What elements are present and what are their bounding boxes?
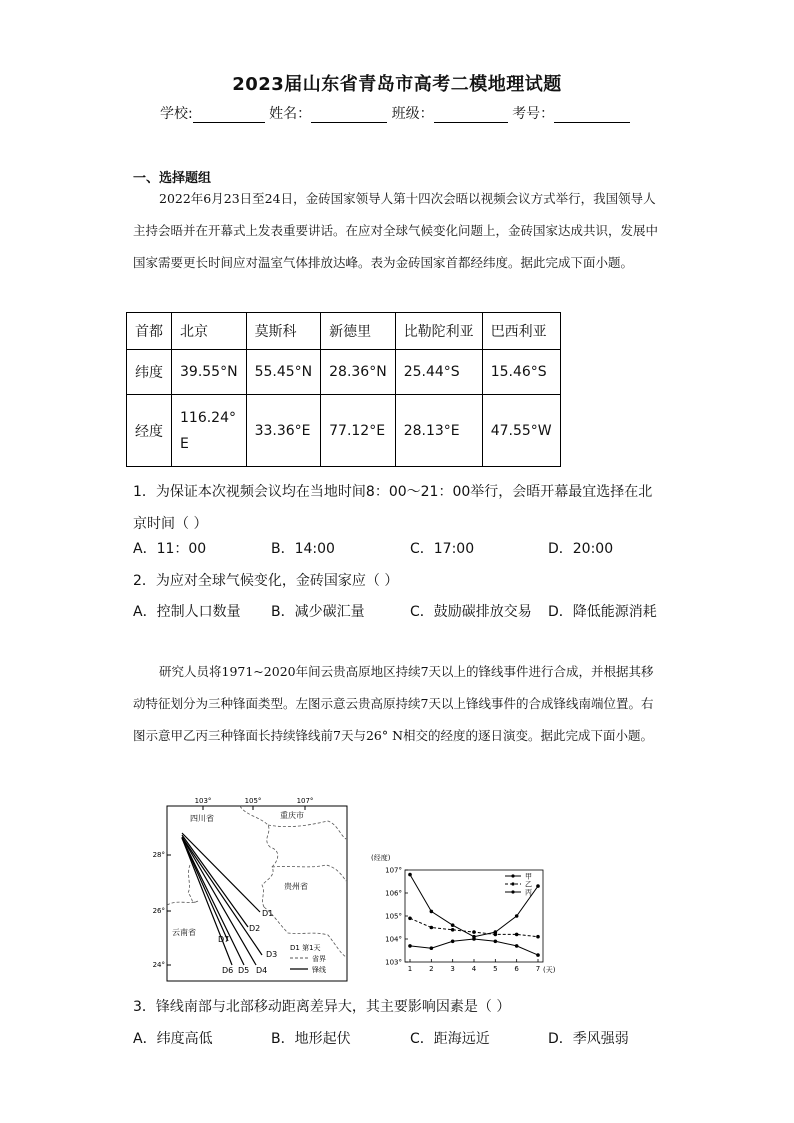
x-tick-label: 5 bbox=[493, 965, 498, 973]
region-label-chongqing: 重庆市 bbox=[280, 811, 304, 820]
q3-option-c[interactable]: C．距海远近 bbox=[410, 1031, 490, 1047]
exam-number-label: 考号： bbox=[512, 106, 555, 122]
lon-label: 107° bbox=[296, 797, 314, 805]
school-blank[interactable] bbox=[193, 108, 265, 123]
data-point bbox=[536, 935, 540, 939]
data-point bbox=[430, 910, 434, 914]
data-point bbox=[515, 914, 519, 918]
y-tick-label: 107° bbox=[385, 866, 402, 875]
lon-label: 105° bbox=[244, 797, 262, 805]
chart-series bbox=[408, 873, 540, 957]
legend-label: 乙 bbox=[525, 880, 532, 889]
table-cell: 北京 bbox=[172, 313, 247, 350]
q3-option-d[interactable]: D．季风强弱 bbox=[548, 1031, 629, 1047]
data-point bbox=[472, 937, 476, 941]
data-point bbox=[451, 940, 455, 944]
q1-option-d[interactable]: D．20:00 bbox=[548, 541, 614, 557]
data-point bbox=[536, 884, 540, 888]
table-row bbox=[127, 350, 561, 395]
front-label: D3 bbox=[266, 950, 278, 959]
table-cell: 经度 bbox=[127, 395, 172, 467]
data-point bbox=[451, 928, 455, 932]
q2-option-b[interactable]: B．减少碳汇量 bbox=[271, 604, 365, 620]
x-tick-label: 3 bbox=[450, 965, 455, 973]
table-cell: 28.36°N bbox=[321, 350, 396, 395]
legend-marker bbox=[511, 882, 514, 885]
longitude-evolution-chart bbox=[365, 848, 555, 980]
q2-option-c[interactable]: C．鼓励碳排放交易 bbox=[410, 604, 532, 620]
name-label: 姓名： bbox=[269, 106, 312, 122]
y-axis-title: (经度) bbox=[371, 854, 391, 862]
legend-label: 甲 bbox=[525, 872, 532, 881]
front-label: D5 bbox=[238, 966, 250, 975]
lat-label: 24° bbox=[152, 961, 165, 969]
region-label-yunnan: 云南省 bbox=[172, 928, 196, 937]
lat-label: 26° bbox=[152, 907, 165, 915]
table-cell: 25.44°S bbox=[395, 350, 482, 395]
y-tick-label: 106° bbox=[385, 889, 402, 898]
q1-option-b[interactable]: B．14:00 bbox=[271, 541, 335, 557]
front-label: D1 bbox=[262, 909, 274, 918]
legend-marker bbox=[511, 890, 514, 893]
legend-day1: D1 第1天 bbox=[290, 944, 321, 952]
series-line-丙 bbox=[410, 939, 538, 955]
front-label: D2 bbox=[249, 924, 261, 933]
data-point bbox=[408, 873, 412, 877]
page-title: 2023届山东省青岛市高考二模地理试题 bbox=[232, 74, 562, 95]
table-cell: 33.36°E bbox=[246, 395, 321, 467]
question-3-stem: 3．锋线南部与北部移动距离差异大，其主要影响因素是（ ） bbox=[133, 999, 511, 1015]
table-cell: 15.46°S bbox=[482, 350, 560, 395]
table-cell: 比勒陀利亚 bbox=[395, 313, 482, 350]
y-tick-label: 105° bbox=[385, 912, 402, 921]
q1-option-c[interactable]: C．17:00 bbox=[410, 541, 475, 557]
student-info-fields bbox=[160, 103, 630, 123]
section-title: 一、选择题组 bbox=[133, 171, 212, 186]
x-tick-label: 1 bbox=[407, 965, 413, 973]
table-cell: 28.13°E bbox=[395, 395, 482, 467]
table-cell: 巴西利亚 bbox=[482, 313, 560, 350]
y-tick-label: 104° bbox=[385, 935, 402, 944]
data-point bbox=[536, 953, 540, 957]
table-cell: 纬度 bbox=[127, 350, 172, 395]
x-tick-label: 7 bbox=[535, 965, 541, 973]
table-cell: 55.45°N bbox=[246, 350, 321, 395]
x-tick-label: 2 bbox=[429, 965, 434, 973]
name-blank[interactable] bbox=[311, 108, 387, 123]
region-label-guizhou: 贵州省 bbox=[284, 882, 308, 891]
legend-front: 锋线 bbox=[312, 966, 326, 974]
table-cell: 47.55°W bbox=[482, 395, 560, 467]
x-tick-label: 4 bbox=[471, 965, 477, 973]
legend-label: 丙 bbox=[525, 888, 532, 897]
q3-option-a[interactable]: A．纬度高低 bbox=[133, 1031, 213, 1047]
front-label: D7 bbox=[218, 935, 230, 944]
school-label: 学校: bbox=[160, 106, 193, 122]
data-point bbox=[451, 923, 455, 927]
x-tick-label: 6 bbox=[514, 965, 519, 973]
class-blank[interactable] bbox=[434, 108, 508, 123]
data-point bbox=[515, 944, 519, 948]
question-1-stem: 1．为保证本次视频会议均在当地时间8：00～21：00举行，会晤开幕最宜选择在北京时间（ ） bbox=[133, 484, 653, 532]
front-label: D6 bbox=[222, 966, 234, 975]
chart-axes bbox=[385, 867, 543, 974]
table-cell: 116.24°E bbox=[172, 395, 247, 467]
passage-2: 研究人员将1971~2020年间云贵高原地区持续7天以上的锋线事件进行合成，并根据其移动特征划分为三种锋面类型。左图示意云贵高原持续7天以上锋线事件的合成锋线南端位置。右图示意甲乙丙三种锋面长持续锋线前7天与26° N相交的经度的逐日演变。据此完成下面小题。 bbox=[133, 664, 654, 743]
chart-legend bbox=[505, 873, 532, 897]
table-cell: 39.55°N bbox=[172, 350, 247, 395]
data-point bbox=[408, 917, 412, 921]
table-cell: 首都 bbox=[127, 313, 172, 350]
series-line-乙 bbox=[410, 918, 538, 936]
q1-option-a[interactable]: A．11：00 bbox=[133, 541, 207, 557]
table-row bbox=[127, 395, 561, 467]
data-point bbox=[494, 933, 498, 937]
class-label: 班级： bbox=[391, 106, 434, 122]
lon-label: 103° bbox=[194, 797, 212, 805]
data-point bbox=[430, 946, 434, 950]
passage-1: 2022年6月23日至24日，金砖国家领导人第十四次会晤以视频会议方式举行，我国领导人主持会晤并在开幕式上发表重要讲话。在应对全球气候变化问题上，金砖国家达成共识，发展中国家需要更长时间应对温室气体排放达峰。表为金砖国家首都经纬度。据此完成下面小题。 bbox=[133, 191, 659, 270]
data-point bbox=[408, 944, 412, 948]
y-tick-label: 103° bbox=[385, 958, 402, 967]
capitals-table bbox=[126, 312, 561, 467]
q3-option-b[interactable]: B．地形起伏 bbox=[271, 1031, 351, 1047]
table-cell: 莫斯科 bbox=[246, 313, 321, 350]
q2-option-a[interactable]: A．控制人口数量 bbox=[133, 604, 241, 620]
q2-option-d[interactable]: D．降低能源消耗 bbox=[548, 604, 657, 620]
legend-border: 省界 bbox=[312, 955, 326, 963]
table-cell: 77.12°E bbox=[321, 395, 396, 467]
front-position-map bbox=[150, 795, 355, 985]
x-axis-title: (天) bbox=[543, 966, 555, 974]
data-point bbox=[494, 940, 498, 944]
series-line-甲 bbox=[410, 872, 538, 937]
table-cell: 新德里 bbox=[321, 313, 396, 350]
table-row bbox=[127, 313, 561, 350]
data-point bbox=[430, 926, 434, 930]
question-2-stem: 2．为应对全球气候变化，金砖国家应（ ） bbox=[133, 573, 399, 589]
data-point bbox=[472, 930, 476, 934]
region-label-sichuan: 四川省 bbox=[190, 814, 214, 823]
front-label: D4 bbox=[256, 966, 268, 975]
exam-number-blank[interactable] bbox=[554, 108, 630, 123]
legend-marker bbox=[511, 874, 514, 877]
data-point bbox=[515, 933, 519, 937]
lat-label: 28° bbox=[152, 851, 165, 859]
